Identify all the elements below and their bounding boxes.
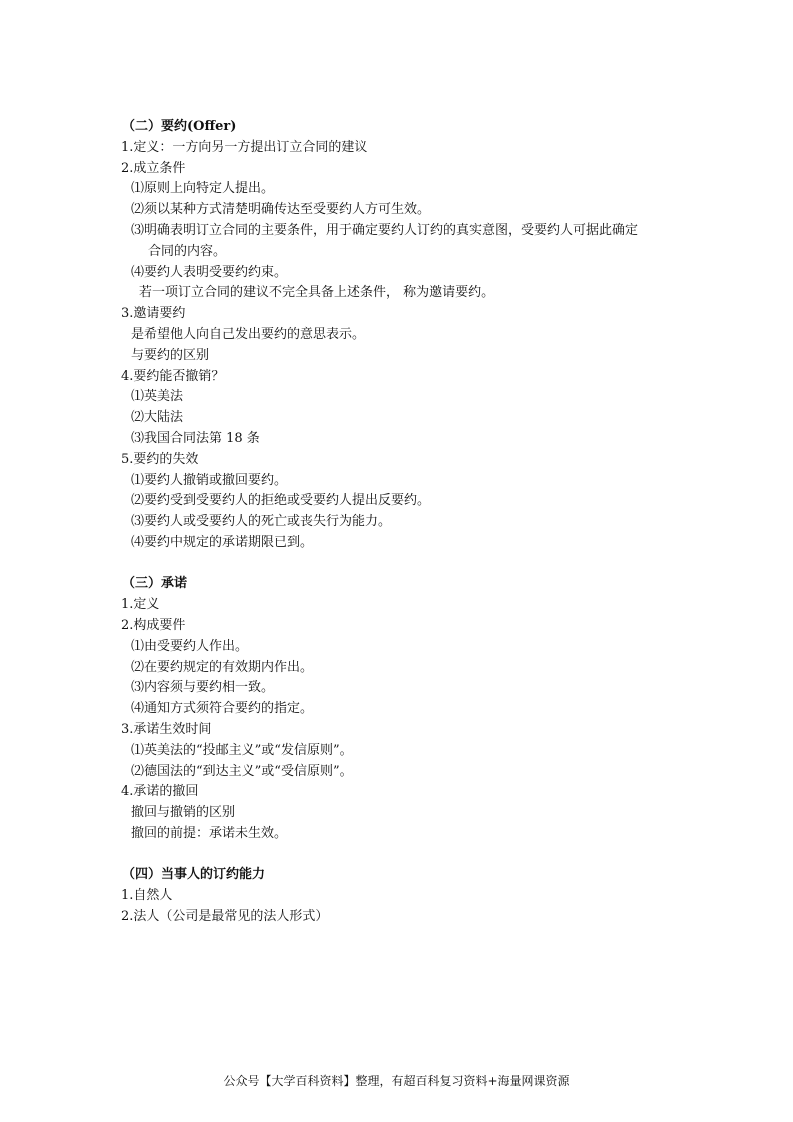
text-line: 是希望他人向自己发出要约的意思表示。 <box>131 327 366 342</box>
text-line: 1.定义 <box>121 597 160 612</box>
text-line: ⑴英美法 <box>131 389 184 404</box>
section-heading-offer: （二）要约(Offer) <box>122 119 237 134</box>
text-line: ⑷要约中规定的承诺期限已到。 <box>131 535 314 550</box>
page-footer: 公众号【大学百科资料】整理，有超百科复习资料+海量网课资源 <box>223 1074 570 1088</box>
text-line: 2.成立条件 <box>121 161 186 176</box>
text-line: 4.承诺的撤回 <box>121 784 199 799</box>
text-line: 撤回的前提：承诺未生效。 <box>131 826 288 841</box>
text-line: 1.自然人 <box>121 888 173 903</box>
text-line: 与要约的区别 <box>131 348 210 363</box>
section-heading-capacity: （四）当事人的订约能力 <box>122 867 266 882</box>
text-line: 4.要约能否撤销？ <box>121 369 225 384</box>
text-line: ⑶要约人或受要约人的死亡或丧失行为能力。 <box>131 514 392 529</box>
text-line: 3.邀请要约 <box>121 306 186 321</box>
text-line: 撤回与撤销的区别 <box>131 805 236 820</box>
text-line: ⑵要约受到受要约人的拒绝或受要约人提出反要约。 <box>131 493 431 508</box>
text-line: ⑵大陆法 <box>131 410 184 425</box>
text-line: 合同的内容。 <box>148 244 227 259</box>
text-line: ⑷通知方式须符合要约的指定。 <box>131 701 314 716</box>
text-line: ⑶明确表明订立合同的主要条件，用于确定要约人订约的真实意图，受要约人可据此确定 <box>131 223 639 238</box>
text-line: ⑷要约人表明受要约约束。 <box>131 265 288 280</box>
section-heading-acceptance: （三）承诺 <box>122 576 188 591</box>
text-line: 5.要约的失效 <box>121 452 199 467</box>
text-line: ⑴要约人撤销或撤回要约。 <box>131 473 288 488</box>
text-line: ⑵德国法的“到达主义”或“受信原则”。 <box>131 764 353 779</box>
text-line: 若一项订立合同的建议不完全具备上述条件， 称为邀请要约。 <box>139 285 495 300</box>
text-line: ⑶我国合同法第 18 条 <box>131 431 260 446</box>
text-line: 2.构成要件 <box>121 618 186 633</box>
text-line: ⑵须以某种方式清楚明确传达至受要约人方可生效。 <box>131 202 431 217</box>
text-line: ⑴英美法的“投邮主义”或“发信原则”。 <box>131 743 353 758</box>
text-line: 2.法人（公司是最常见的法人形式） <box>121 909 329 924</box>
text-line: ⑴由受要约人作出。 <box>131 639 249 654</box>
text-line: ⑵在要约规定的有效期内作出。 <box>131 660 314 675</box>
text-line: 1.定义：一方向另一方提出订立合同的建议 <box>121 140 368 155</box>
text-line: 3.承诺生效时间 <box>121 722 212 737</box>
text-line: ⑶内容须与要约相一致。 <box>131 680 275 695</box>
text-line: ⑴原则上向特定人提出。 <box>131 181 275 196</box>
